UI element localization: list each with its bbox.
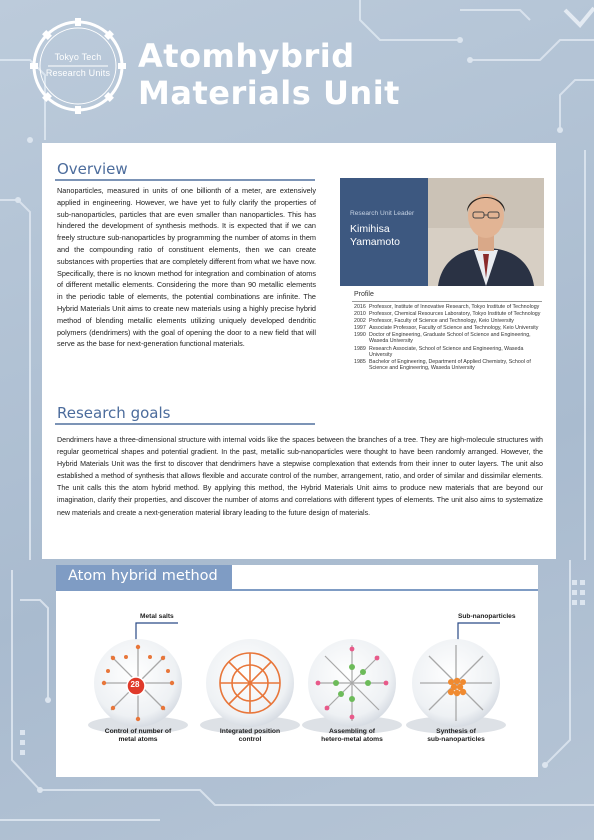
title-line-1: Atomhybrid bbox=[138, 37, 355, 75]
caption-1-line-2: metal atoms bbox=[118, 736, 158, 743]
method-rule bbox=[56, 589, 538, 591]
overview-heading: Overview bbox=[57, 160, 128, 178]
profile-entry bbox=[354, 318, 544, 324]
leader-last-name: Yamamoto bbox=[350, 236, 400, 248]
caption-2-line-2: control bbox=[238, 736, 262, 743]
profile-text: Associate Professor, Faculty of Science and Technology, Keio University bbox=[369, 325, 539, 332]
profile-text: Professor, Chemical Resources Laboratory, Tokyo Institute of Technology bbox=[369, 311, 541, 318]
caption-3-line-2: hetero-metal atoms bbox=[321, 736, 383, 743]
caption-3 bbox=[297, 728, 407, 744]
profile-list bbox=[354, 304, 544, 372]
leader-photo bbox=[428, 178, 544, 286]
tokyo-tech-badge bbox=[30, 18, 126, 114]
profile-entry bbox=[354, 311, 544, 317]
profile-year: 1997 bbox=[354, 325, 366, 332]
metal-salts-label: Metal salts bbox=[140, 613, 174, 620]
leader-first-name: Kimihisa bbox=[350, 223, 390, 235]
profile-year: 1990 bbox=[354, 332, 366, 339]
atom-count-badge: 28 bbox=[130, 680, 140, 689]
badge-line-2: Research Units bbox=[45, 68, 111, 78]
dendrimer-4 bbox=[406, 639, 506, 734]
badge-line-1: Tokyo Tech bbox=[54, 52, 102, 62]
goals-rule bbox=[55, 423, 315, 425]
profile-entry bbox=[354, 325, 544, 331]
profile-text: Research Associate, School of Science and Engineering, Waseda University bbox=[369, 345, 524, 358]
caption-2-line-1: Integrated position bbox=[219, 728, 281, 735]
leader-label: Research Unit Leader bbox=[350, 210, 415, 217]
profile-entry bbox=[354, 332, 544, 344]
caption-1-line-1: Control of number of bbox=[104, 728, 172, 735]
profile-title: Profile bbox=[354, 291, 374, 298]
leader-name bbox=[350, 223, 400, 249]
caption-2 bbox=[195, 728, 305, 744]
profile-entry bbox=[354, 359, 544, 371]
dendrimer-2 bbox=[200, 639, 300, 734]
goals-heading: Research goals bbox=[57, 404, 171, 422]
profile-year: 1989 bbox=[354, 345, 366, 352]
profile-entry bbox=[354, 346, 544, 358]
caption-4 bbox=[401, 728, 511, 744]
profile-year: 2002 bbox=[354, 318, 366, 325]
dendrimer-3 bbox=[302, 639, 402, 734]
title-line-2: Materials Unit bbox=[138, 74, 400, 112]
profile-year: 2010 bbox=[354, 311, 366, 318]
caption-1 bbox=[83, 728, 193, 744]
profile-text: Professor, Institute of Innovative Research, Tokyo Institute of Technology bbox=[369, 304, 540, 310]
profile-text: Doctor of Engineering, Graduate School of Science and Engineering, Waseda University bbox=[369, 332, 531, 345]
profile-text: Bachelor of Engineering, Department of Applied Chemistry, School of Science and Engineering, Waseda University bbox=[369, 358, 531, 371]
page-title bbox=[138, 38, 400, 112]
caption-4-line-1: Synthesis of bbox=[436, 728, 476, 735]
profile-rule bbox=[352, 301, 542, 302]
method-heading: Atom hybrid method bbox=[68, 568, 218, 584]
overview-rule bbox=[55, 179, 315, 181]
goals-text: Dendrimers have a three-dimensional structure with internal voids like the spaces between the branches of a tree. They are high-molecule structures with regular geometrical shapes and potential gradient. In the past, metallic sub-nanoparticles were thought to have been randomly arranged. However, the Hybrid Materials Unit was the first to discover that dendrimers have a stepwise complexation that extends from their inner to outer layers. The unit also established a method of synthesis that allows flexible and accurate control of the number, arrangement, ratio, and order of similar and dissimilar elements. The unit calls this the atom hybrid method. By applying this method, the Hybrid Materials Unit aims to produce new materials that are beyond our imagination, clarify their properties, and discover the number of atoms and correlations with different types of elements. The unit also aims to systematize new materials and create a next-generation material library leading to the future design of materials. bbox=[57, 436, 543, 517]
caption-4-line-2: sub-nanoparticles bbox=[427, 736, 485, 743]
sub-nanoparticles-label: Sub-nanoparticles bbox=[458, 613, 516, 620]
profile-year: 2016 bbox=[354, 304, 366, 310]
caption-3-line-1: Assembling of bbox=[328, 728, 376, 735]
profile-year: 1985 bbox=[354, 358, 366, 365]
overview-text: Nanoparticles, measured in units of one billionth of a meter, are extensively applied in engineering. However, we have yet to fully clarify the properties of sub-nanoparticles, particles that are even smaller than nanoparticles. This has hindered the development of synthesis methods. It is expected that if we can freely structure sub-nanoparticles by programming the number of atoms in them and the compounding ratio of constituent elements, then we can create substances with properties that are completely different from what we have now. Specifically, there is no known method for integration and combination of atoms of different metallic elements. Considering the more than 90 metallic elements in the periodic table of elements, the potential combinations are infinite. The Hybrid Materials Unit aims to create new materials using a highly precise hybrid method of blending metallic elements utilizing uniquely developed dendritic polymers (dendrimers) with the goal of opening the door to a new field that will serve as the base for next-generation functional materials. bbox=[57, 186, 316, 349]
profile-text: Professor, Faculty of Science and Technology, Keio University bbox=[369, 318, 514, 325]
profile-entry bbox=[354, 304, 544, 310]
